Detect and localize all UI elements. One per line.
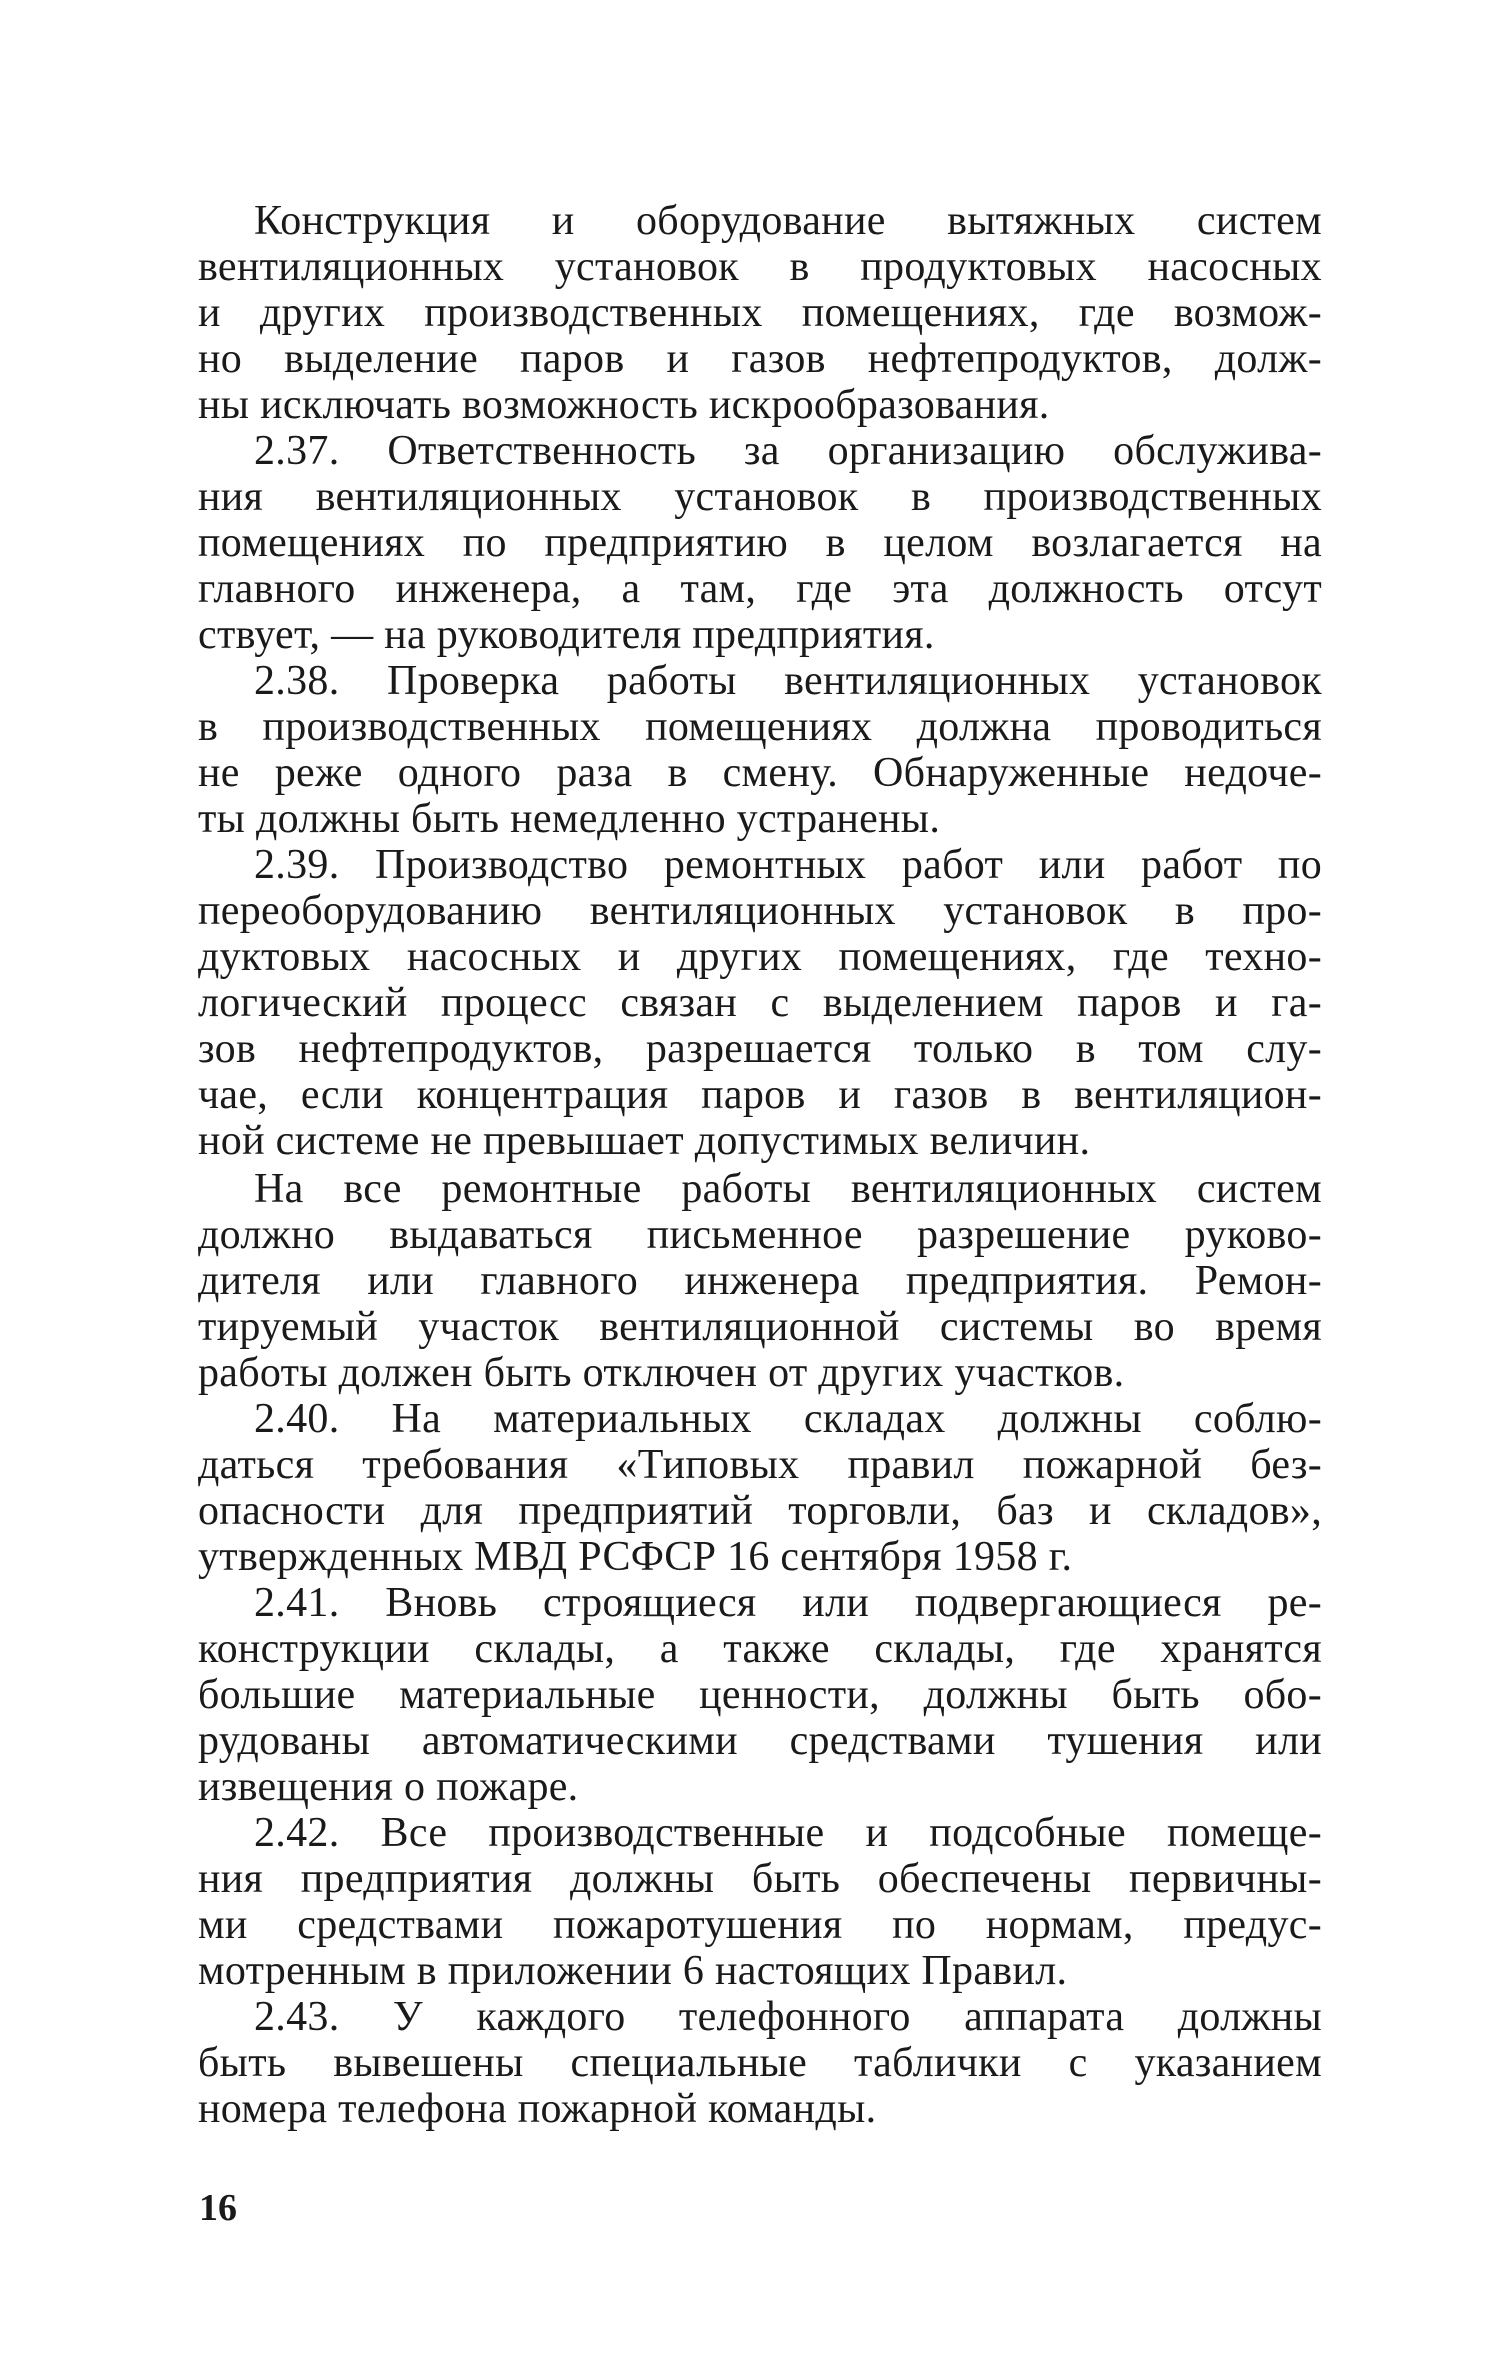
text-line: даться требования «Типовых правил пожарной без- (198, 1442, 1322, 1488)
text-line: утвержденных МВД РСФСР 16 сентября 1958 г. (198, 1534, 1073, 1580)
text-line: конструкции склады, а также склады, где хранятся (198, 1626, 1322, 1672)
paragraph-2-42 (198, 1810, 1322, 1994)
text-line: главного инженера, а там, где эта должность отсут (198, 566, 1322, 612)
text-line: вентиляционных установок в продуктовых насосных (198, 244, 1322, 290)
text-line: переоборудованию вентиляционных установок в про- (198, 888, 1322, 934)
paragraph-repair-permission (198, 1166, 1322, 1396)
text-line: большие материальные ценности, должны быть обо- (198, 1672, 1322, 1718)
text-line: логический процесс связан с выделением паров и га- (198, 980, 1322, 1026)
text-line: 2.42. Все производственные и подсобные помеще- (254, 1810, 1322, 1856)
text-line: ния предприятия должны быть обеспечены первичны- (198, 1856, 1322, 1902)
text-line: 2.40. На материальных складах должны соблю- (254, 1396, 1322, 1442)
text-line: ты должны быть немедленно устранены. (198, 796, 941, 842)
text-line: ствует, — на руководителя предприятия. (198, 612, 935, 658)
paragraph-2-39 (198, 842, 1322, 1164)
text-line: 2.38. Проверка работы вентиляционных установок (254, 658, 1322, 704)
text-line: 2.43. У каждого телефонного аппарата должны (254, 1994, 1322, 2040)
text-line: не реже одного раза в смену. Обнаруженные недоче- (198, 750, 1322, 796)
text-line: работы должен быть отключен от других участков. (198, 1350, 1125, 1396)
text-line: ной системе не превышает допустимых величин. (198, 1118, 1091, 1164)
text-line: быть вывешены специальные таблички с указанием (198, 2040, 1322, 2086)
text-line: номера телефона пожарной команды. (198, 2086, 877, 2132)
text-line: рудованы автоматическими средствами тушения или (198, 1718, 1322, 1764)
paragraph-2-38 (198, 658, 1322, 842)
text-line: но выделение паров и газов нефтепродуктов, долж- (198, 336, 1322, 382)
text-line: помещениях по предприятию в целом возлагается на (198, 520, 1322, 566)
text-line: должно выдаваться письменное разрешение руково- (198, 1212, 1322, 1258)
paragraph-ventilation-design (198, 198, 1322, 428)
text-line: ми средствами пожаротушения по нормам, предус- (198, 1902, 1322, 1948)
text-line: в производственных помещениях должна проводиться (198, 704, 1322, 750)
text-line: мотренным в приложении 6 настоящих Правил. (198, 1948, 1068, 1994)
text-line: извещения о пожаре. (198, 1764, 579, 1810)
page-number: 16 (199, 2187, 237, 2229)
text-line: дуктовых насосных и других помещениях, где техно- (198, 934, 1322, 980)
text-line: чае, если концентрация паров и газов в вентиляцион- (198, 1072, 1322, 1118)
paragraph-2-37 (198, 428, 1322, 658)
text-line: и других производственных помещениях, где возмож- (198, 290, 1322, 336)
paragraph-2-41 (198, 1580, 1322, 1810)
text-line: На все ремонтные работы вентиляционных систем (254, 1166, 1322, 1212)
paragraph-2-43 (198, 1994, 1322, 2132)
text-line: 2.41. Вновь строящиеся или подвергающиеся ре- (254, 1580, 1322, 1626)
text-line: 2.39. Производство ремонтных работ или работ по (254, 842, 1322, 888)
text-line: зов нефтепродуктов, разрешается только в том слу- (198, 1026, 1322, 1072)
text-line: Конструкция и оборудование вытяжных систем (254, 198, 1322, 244)
paragraph-2-40 (198, 1396, 1322, 1580)
text-line: 2.37. Ответственность за организацию обслужива- (254, 428, 1322, 474)
text-line: ны исключать возможность искрообразования. (198, 382, 1050, 428)
text-line: тируемый участок вентиляционной системы во время (198, 1304, 1322, 1350)
text-line: дителя или главного инженера предприятия. Ремон- (198, 1258, 1322, 1304)
text-line: ния вентиляционных установок в производственных (198, 474, 1322, 520)
text-line: опасности для предприятий торговли, баз и складов», (198, 1488, 1322, 1534)
